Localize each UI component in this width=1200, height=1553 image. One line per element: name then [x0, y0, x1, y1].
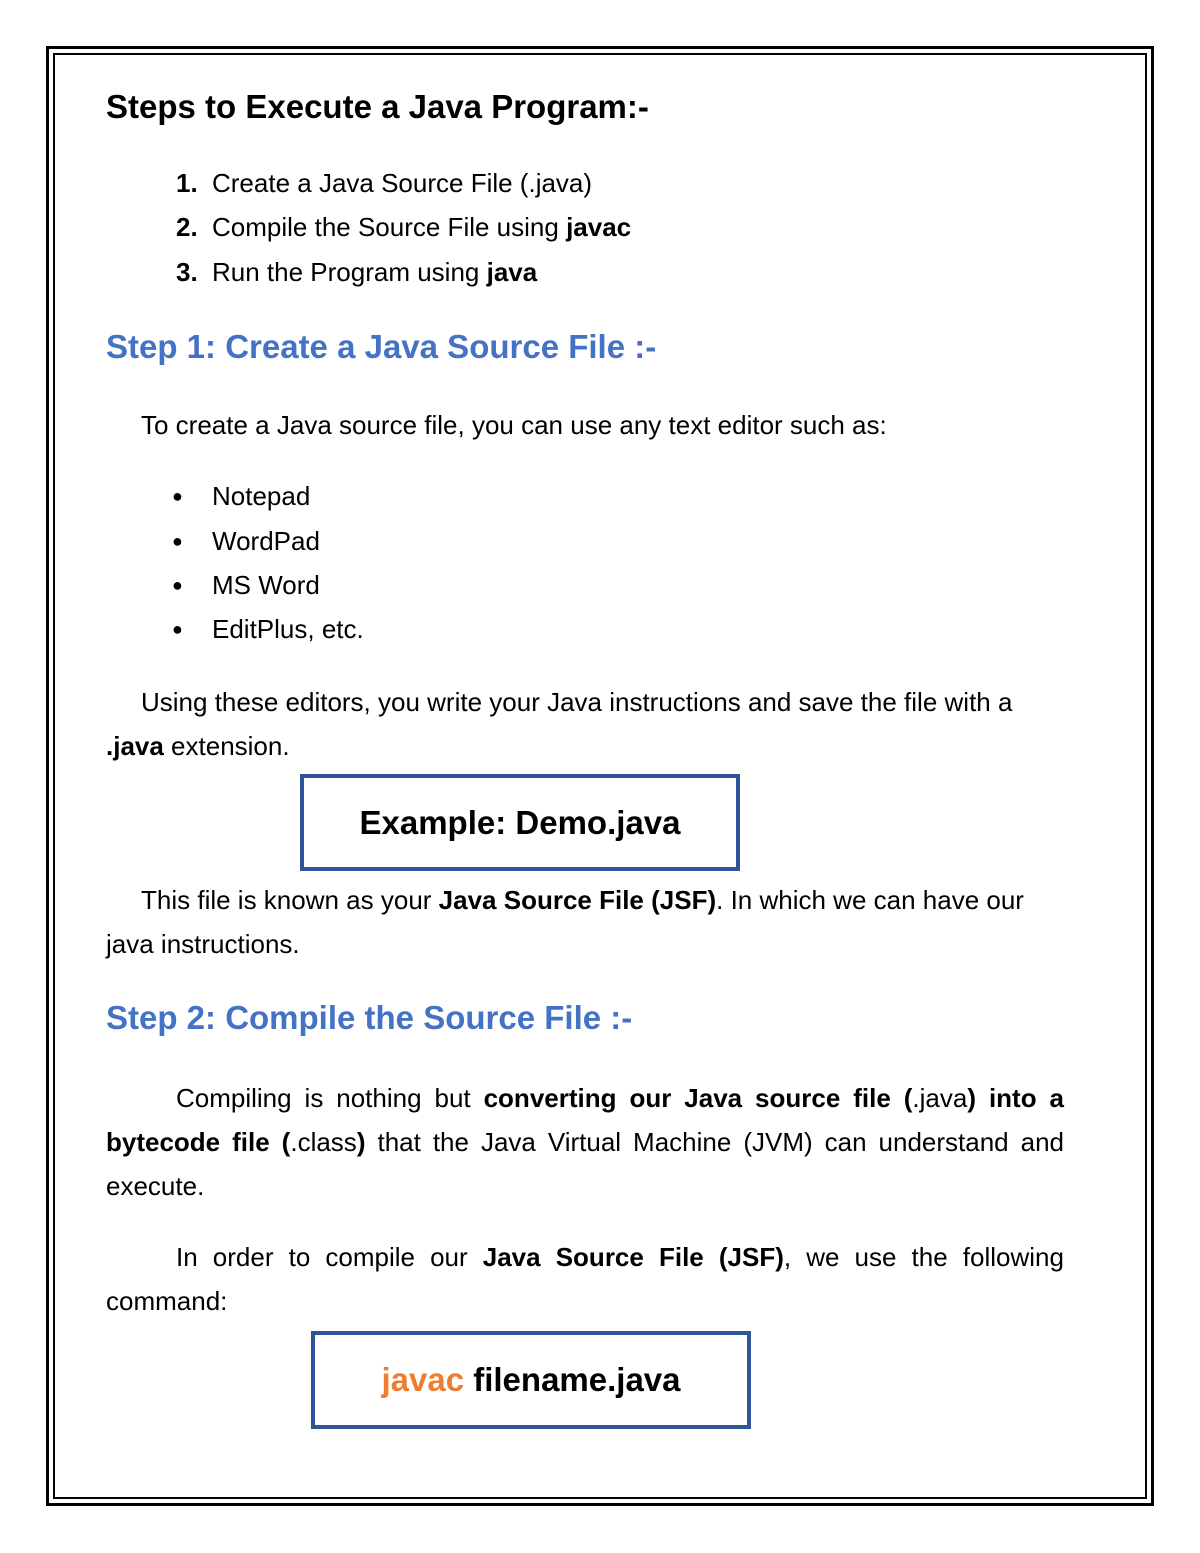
step-list-item: 2. Compile the Source File using javac	[176, 212, 632, 242]
step-list-item: 3. Run the Program using java	[176, 257, 538, 287]
step1-intro: To create a Java source file, you can use any text editor such as:	[141, 410, 887, 440]
command-box: javac filename.java	[311, 1331, 751, 1429]
usage-paragraph: Using these editors, you write your Java instructions and save the file with a .java extension.	[106, 687, 1013, 761]
editor-list-item: ● WordPad	[172, 526, 320, 556]
editor-list-item: ● MS Word	[172, 570, 320, 600]
step1-heading: Step 1: Create a Java Source File :-	[106, 328, 657, 365]
step-list-item: 1. Create a Java Source File (.java)	[176, 168, 593, 198]
javac-keyword: javac	[381, 1361, 465, 1398]
step2-heading: Step 2: Compile the Source File :-	[106, 999, 633, 1036]
document-title: Steps to Execute a Java Program:-	[106, 88, 649, 125]
jsf-paragraph: This file is known as your Java Source File (JSF). In which we can have our java instructions.	[106, 885, 1024, 959]
bullet-icon: ●	[172, 531, 183, 551]
bullet-icon: ●	[172, 619, 183, 639]
compile-paragraph: Compiling is nothing but converting our Java source file (.java) into a bytecode file (.class) that the Java Virtual Machine (JVM) can understand and execute.	[106, 1083, 1064, 1201]
editor-list-item: ● EditPlus, etc.	[172, 614, 364, 644]
editor-list-item: ● Notepad	[172, 481, 311, 511]
bullet-icon: ●	[172, 486, 183, 506]
command-paragraph: In order to compile our Java Source File (JSF), we use the following command:	[106, 1242, 1064, 1316]
bullet-icon: ●	[172, 575, 183, 595]
example-box: Example: Demo.java	[300, 774, 740, 871]
